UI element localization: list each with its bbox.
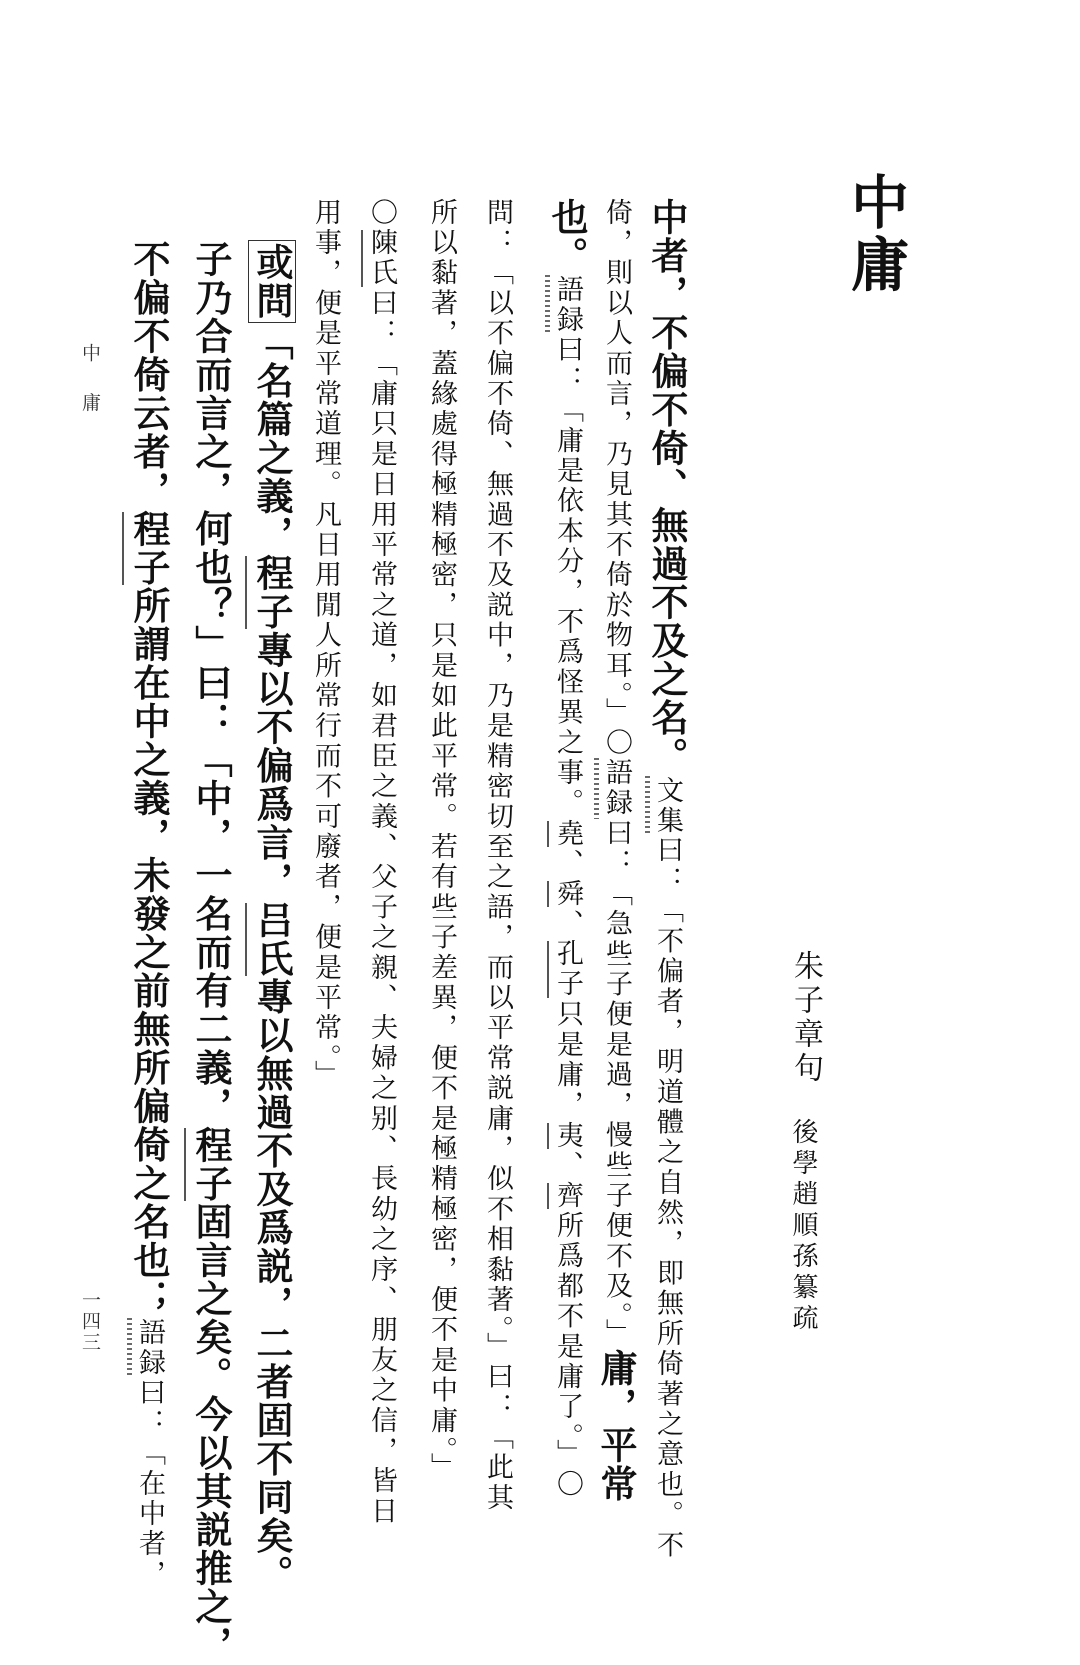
main-text-segment: 或問: [248, 240, 296, 323]
commentary-segment: 所爲都不是庸了。」〇: [552, 1211, 583, 1500]
main-text-segment: 程子: [189, 1125, 233, 1203]
text-column: [645, 198, 689, 1561]
page-title: 中庸: [841, 172, 909, 296]
commentary-segment: 、: [552, 909, 583, 940]
main-text-segment: 吕氏: [250, 900, 294, 978]
main-text-segment: 「名篇之義，: [250, 323, 294, 554]
text-column: [484, 198, 511, 1513]
author-work: 朱子章句: [788, 950, 823, 1086]
page-number: 一四三: [79, 1290, 101, 1353]
commentary-segment: 只是庸，: [552, 999, 583, 1121]
commentary-segment: 曰：「在中者，: [134, 1378, 165, 1590]
text-column: [189, 240, 233, 1665]
commentary-segment: 問：「以不偏不倚、無過不及説中，乃是精密切至之語，而以平常説庸，似不相黏著。」曰：「此其: [482, 198, 513, 1514]
text-column: [594, 198, 638, 1503]
commentary-segment: 孔子: [552, 939, 583, 1000]
main-text-segment: 庸，平常: [594, 1348, 638, 1503]
commentary-segment: 曰：「庸只是日用平常之道，如君臣之義、父子之親、夫婦之别、長幼之序、朋友之信，皆日: [366, 288, 397, 1527]
text-column: [428, 198, 455, 1483]
commentary-segment: 語録: [601, 758, 632, 819]
text-column: [127, 240, 171, 1590]
commentary-segment: 曰：「急些子便是過，慢些子便不及。」: [601, 818, 632, 1349]
commentary-segment: 齊: [552, 1181, 583, 1212]
main-text-segment: 專以不偏爲言，: [250, 631, 294, 901]
main-text-segment: 程子: [250, 554, 294, 631]
commentary-segment: 堯: [552, 818, 583, 849]
commentary-segment: 、: [552, 1150, 583, 1182]
main-text-segment: 中者，不偏不倚、無過不及之名。: [645, 198, 689, 776]
commentary-segment: 舜: [552, 879, 583, 910]
commentary-segment: 、: [552, 848, 583, 880]
commentary-segment: 夷: [552, 1120, 583, 1151]
text-column: [250, 240, 294, 1594]
commentary-segment: 〇: [366, 198, 397, 229]
commentary-segment: 陳氏: [366, 228, 397, 289]
main-text-segment: 專以無過不及爲説，二者固不同矣。: [250, 977, 294, 1594]
text-column: [545, 198, 589, 1500]
main-text-segment: 子乃合而言之，何也？」曰：「中，一名而有二義，: [189, 240, 233, 1126]
commentary-segment: 語録: [552, 275, 583, 336]
main-text-segment: 程子: [127, 509, 171, 587]
running-head: 中 庸: [79, 343, 101, 424]
main-text-segment: 也。: [545, 198, 589, 275]
main-text-segment: 所謂在中之義，未發之前無所偏倚之名也；: [127, 586, 171, 1318]
text-column: [312, 198, 339, 1091]
commentary-segment: 所以黏著，蓋緣處得極精極密，只是如此平常。若有些子差異，便不是極精極密，便不是中庸。」: [426, 198, 457, 1484]
commentary-segment: 倚，則以人而言，乃見其不倚於物耳。」〇: [601, 198, 632, 759]
author-compiler: 後學趙順孫纂疏: [788, 1118, 818, 1335]
main-text-segment: 固言之矣。今以其説推之，: [189, 1202, 233, 1665]
commentary-segment: 曰：「不偏者，明道體之自然，即無所倚著之意也。不: [652, 835, 683, 1561]
commentary-segment: 用事，便是平常道理。凡日用閒人所常行而不可廢者，便是平常。」: [310, 198, 341, 1091]
text-column: [368, 198, 395, 1527]
commentary-segment: 文集: [652, 775, 683, 836]
commentary-segment: 曰：「庸是依本分，不爲怪異之事。: [552, 335, 583, 819]
commentary-segment: 語録: [134, 1318, 165, 1379]
main-text-segment: 不偏不倚云者，: [127, 240, 171, 510]
